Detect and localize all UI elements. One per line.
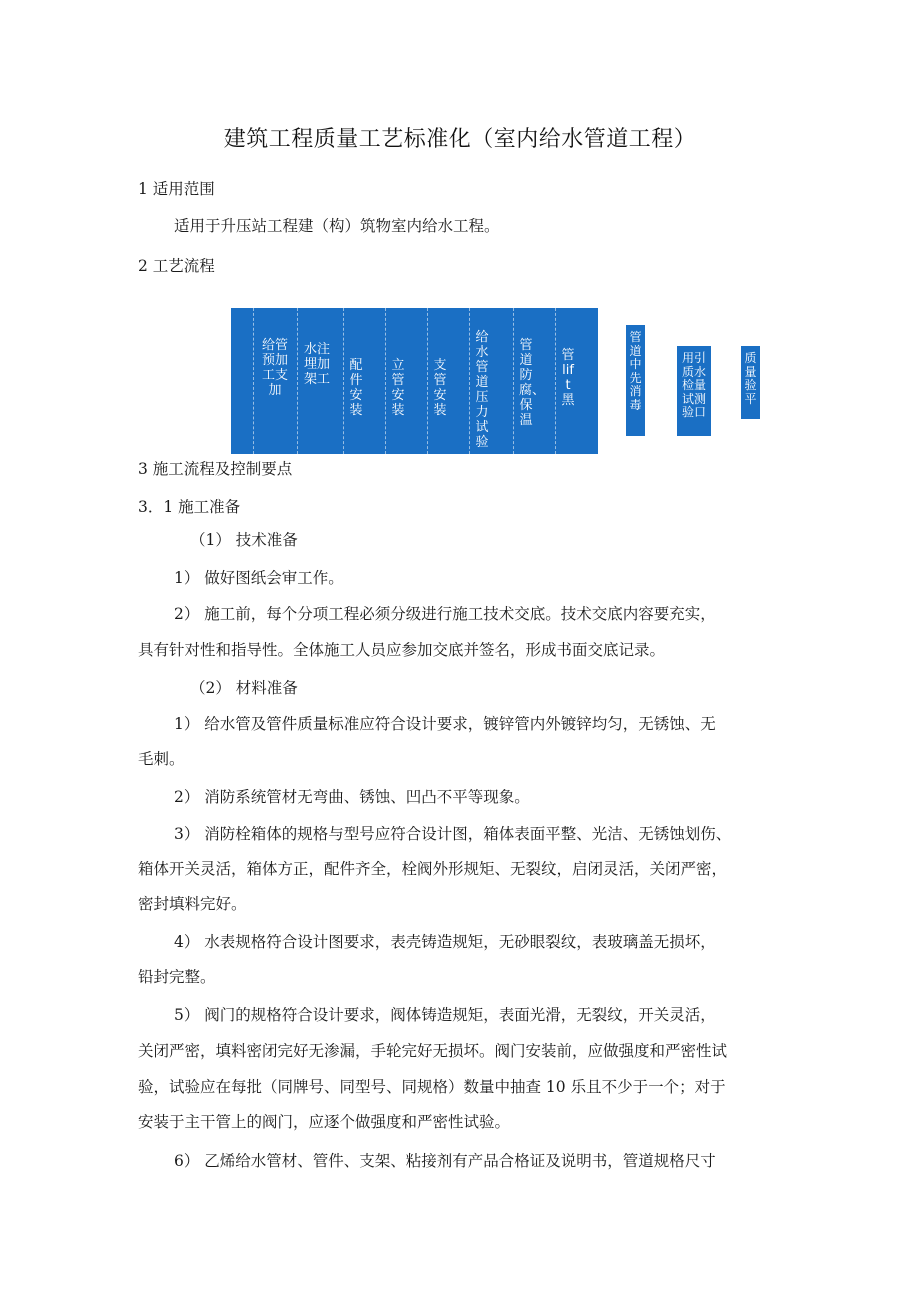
- paragraph-line: 关闭严密，填料密闭完好无渗漏，手轮完好无损坏。阀门安装前，应做强度和严密性试: [138, 1042, 728, 1060]
- paragraph-line: 2） 施工前，每个分项工程必须分级进行施工技术交底。技术交底内容要充实，: [174, 605, 716, 623]
- paragraph-line: 具有针对性和指导性。全体施工人员应参加交底并签名，形成书面交底记录。: [138, 641, 666, 659]
- flow-separator: [427, 308, 428, 454]
- paragraph-line: 安装于主干管上的阀门，应逐个做强度和严密性试验。: [138, 1113, 511, 1131]
- flow-step-label: 配件安装: [349, 358, 363, 418]
- paragraph-line: 铅封完整。: [138, 968, 216, 986]
- flow-step-label: 给管预加工支加: [261, 338, 288, 398]
- paragraph-line: 毛刺。: [138, 750, 185, 768]
- paragraph-line: 1） 做好图纸会审工作。: [174, 569, 344, 587]
- section-1-text: 适用于升压站工程建（构）筑物室内给水工程。: [174, 217, 500, 235]
- flow-step-label: 水注埋加架工: [303, 342, 330, 387]
- flow-separator: [513, 308, 514, 454]
- paragraph-line: 密封填料完好。: [138, 895, 247, 913]
- flow-main-block: [231, 308, 598, 454]
- flow-step-label: 质量验平: [744, 351, 757, 406]
- flow-step-label: 管道防腐、保温: [519, 338, 546, 428]
- flow-step-label: 给水管道压力试验: [475, 330, 489, 450]
- page-title: 建筑工程质量工艺标准化（室内给水管道工程）: [223, 127, 697, 152]
- flow-step-label: 立管安装: [391, 358, 405, 418]
- section-3-1-heading: 3．1 施工准备: [138, 498, 241, 516]
- flow-step-label: 管道中先消毒: [629, 330, 642, 412]
- flow-separator: [469, 308, 470, 454]
- flow-side-block: [741, 346, 760, 419]
- paragraph-line: 2） 消防系统管材无弯曲、锈蚀、凹凸不平等现象。: [174, 788, 530, 806]
- flow-step-label: 管lift黑: [561, 348, 575, 408]
- flow-side-block: [626, 325, 645, 436]
- flow-separator: [343, 308, 344, 454]
- flow-separator: [253, 308, 254, 454]
- paragraph-line: 1） 给水管及管件质量标准应符合设计要求，镀锌管内外镀锌均匀，无锈蚀、无: [174, 715, 716, 733]
- paragraph-line: 验，试验应在每批（同牌号、同型号、同规格）数量中抽查 10 乐且不少于一个；对于: [138, 1078, 726, 1096]
- paragraph-line: 3） 消防栓箱体的规格与型号应符合设计图，箱体表面平整、光洁、无锈蚀划伤、: [174, 825, 732, 843]
- flow-separator: [385, 308, 386, 454]
- paragraph-line: 5） 阀门的规格符合设计要求，阀体铸造规矩，表面光滑，无裂纹，开关灵活，: [174, 1006, 716, 1024]
- flow-step-label: 支管安装: [433, 358, 447, 418]
- tech-prep-heading: （1） 技术准备: [190, 531, 298, 549]
- material-prep-heading: （2） 材料准备: [190, 679, 298, 697]
- section-2-heading: 2 工艺流程: [138, 257, 215, 275]
- flow-separator: [555, 308, 556, 454]
- flow-separator: [297, 308, 298, 454]
- paragraph-line: 6） 乙烯给水管材、管件、支架、粘接剂有产品合格证及说明书，管道规格尺寸: [174, 1152, 716, 1170]
- section-1-heading: 1 适用范围: [138, 180, 215, 198]
- paragraph-line: 箱体开关灵活，箱体方正，配件齐全，栓阀外形规矩、无裂纹，启闭灵活，关闭严密，: [138, 860, 728, 878]
- section-3-heading: 3 施工流程及控制要点: [138, 460, 293, 478]
- flow-side-block: [677, 346, 711, 436]
- flow-step-label: 用引质水检量试测验口: [681, 351, 706, 419]
- paragraph-line: 4） 水表规格符合设计图要求，表壳铸造规矩，无砂眼裂纹，表玻璃盖无损坏，: [174, 933, 716, 951]
